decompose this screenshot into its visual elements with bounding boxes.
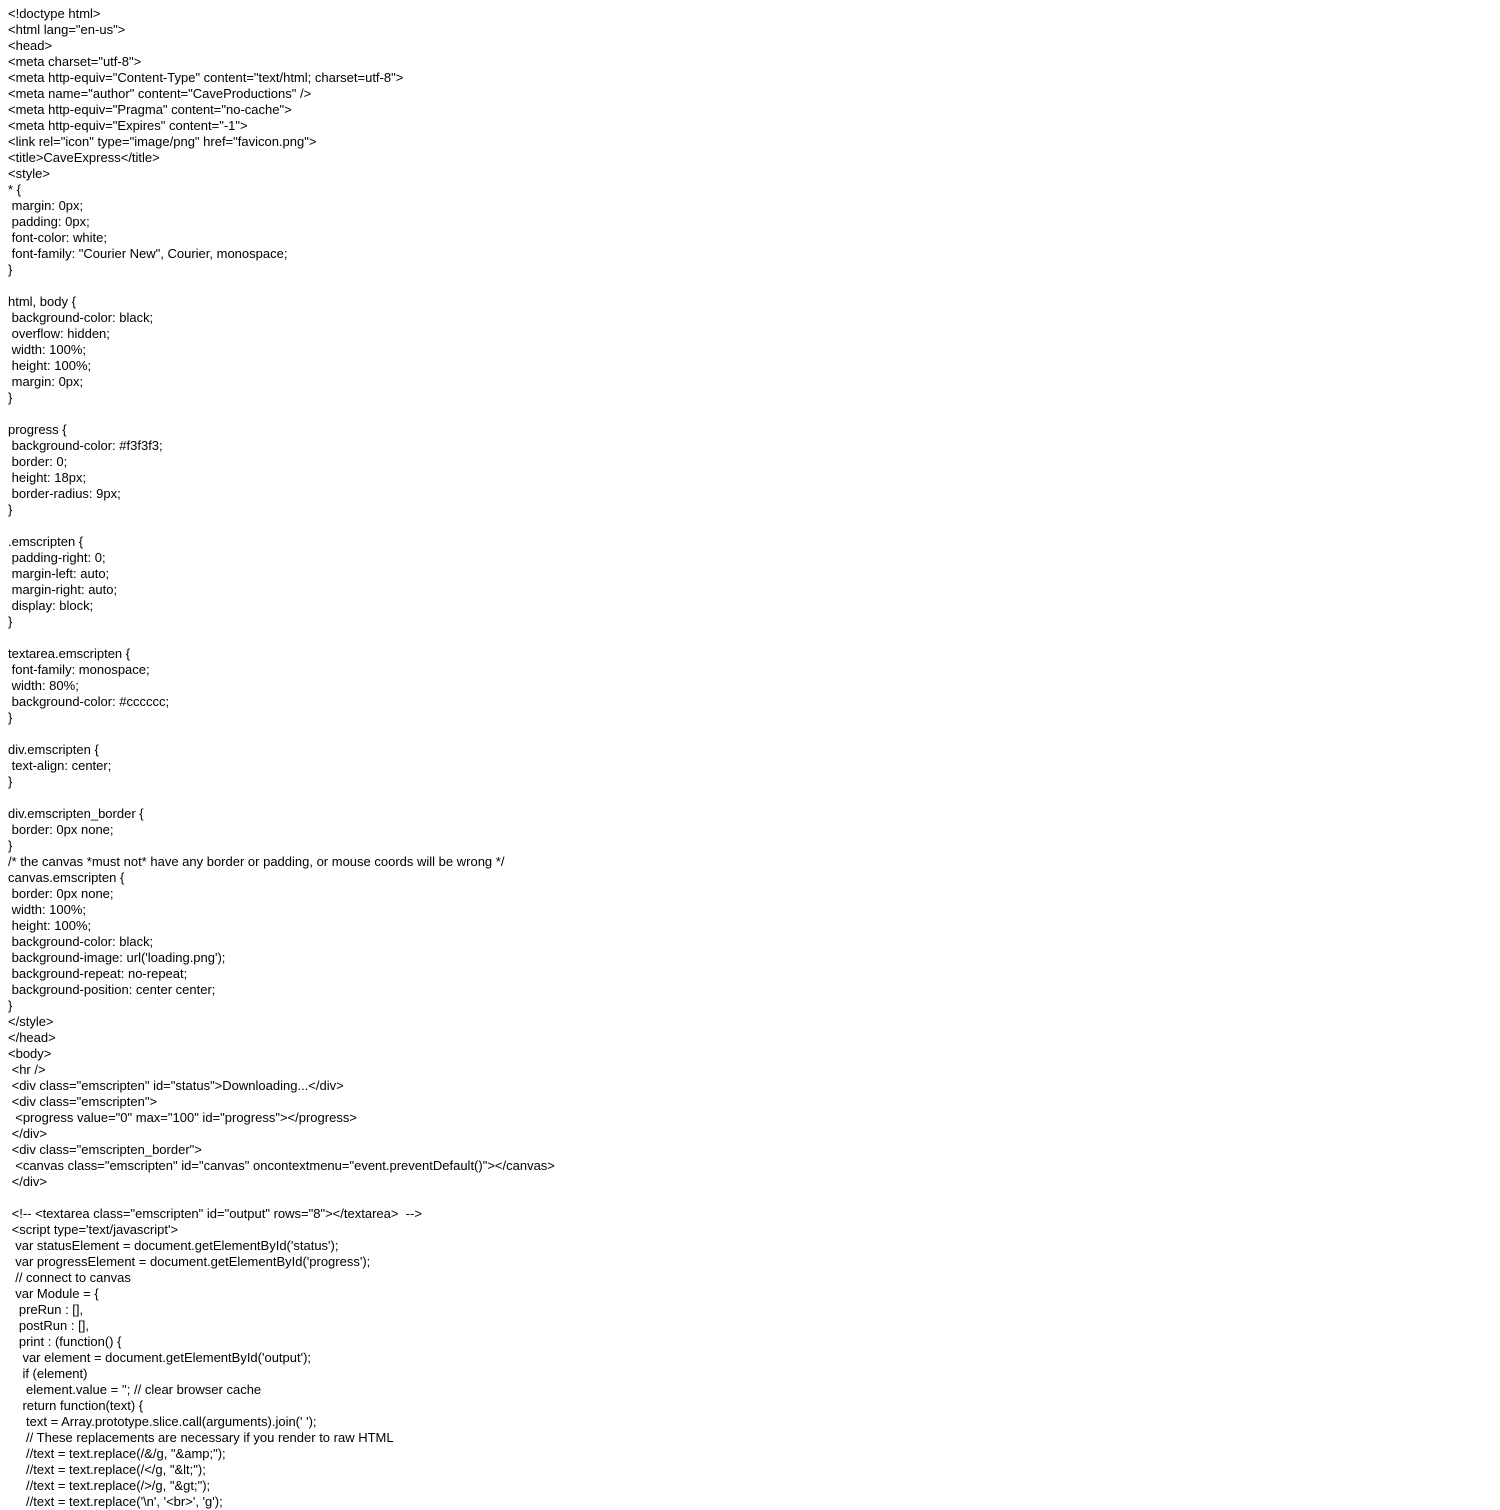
source-line: .emscripten {	[8, 534, 84, 549]
source-line: <script type='text/javascript'>	[8, 1222, 179, 1237]
source-line: border: 0;	[8, 454, 68, 469]
source-line: border: 0px none;	[8, 822, 114, 837]
source-line: text-align: center;	[8, 758, 112, 773]
source-line	[8, 278, 555, 294]
source-line	[8, 790, 555, 806]
source-line: return function(text) {	[8, 1398, 144, 1413]
source-line: }	[8, 614, 13, 629]
source-line: background-repeat: no-repeat;	[8, 966, 188, 981]
source-line: display: block;	[8, 598, 94, 613]
source-line: }	[8, 262, 13, 277]
source-line: <meta http-equiv="Pragma" content="no-cache">	[8, 102, 292, 117]
source-line: overflow: hidden;	[8, 326, 110, 341]
source-line: background-color: black;	[8, 310, 154, 325]
source-line: //text = text.replace(/&/g, "&amp;");	[8, 1446, 226, 1461]
source-line: <meta http-equiv="Content-Type" content="text/html; charset=utf-8">	[8, 70, 404, 85]
source-line: <link rel="icon" type="image/png" href="favicon.png">	[8, 134, 317, 149]
source-line: progress {	[8, 422, 67, 437]
source-line: border: 0px none;	[8, 886, 114, 901]
source-line	[8, 630, 555, 646]
source-line: </head>	[8, 1030, 56, 1045]
source-line: border-radius: 9px;	[8, 486, 121, 501]
source-line: width: 80%;	[8, 678, 79, 693]
source-line: <!doctype html>	[8, 6, 101, 21]
source-line: font-family: monospace;	[8, 662, 150, 677]
source-line: html, body {	[8, 294, 76, 309]
source-line: <head>	[8, 38, 53, 53]
source-line: <hr />	[8, 1062, 46, 1077]
source-line: div.emscripten {	[8, 742, 99, 757]
source-line: padding-right: 0;	[8, 550, 106, 565]
source-line: </style>	[8, 1014, 54, 1029]
source-line: postRun : [],	[8, 1318, 89, 1333]
source-line: var progressElement = document.getElementById('progress');	[8, 1254, 371, 1269]
source-line: <body>	[8, 1046, 52, 1061]
source-line: textarea.emscripten {	[8, 646, 131, 661]
source-line: margin: 0px;	[8, 198, 84, 213]
source-line: </div>	[8, 1126, 48, 1141]
source-line: //text = text.replace('\n', '<br>', 'g');	[8, 1494, 223, 1509]
source-line: font-color: white;	[8, 230, 107, 245]
source-line: height: 18px;	[8, 470, 87, 485]
source-line: // connect to canvas	[8, 1270, 131, 1285]
source-line: }	[8, 998, 13, 1013]
source-line: }	[8, 838, 13, 853]
source-line: background-color: #f3f3f3;	[8, 438, 163, 453]
source-line: }	[8, 502, 13, 517]
source-line: margin: 0px;	[8, 374, 84, 389]
source-line: margin-left: auto;	[8, 566, 110, 581]
source-line: </div>	[8, 1174, 48, 1189]
source-line: var element = document.getElementById('output');	[8, 1350, 312, 1365]
source-line: <!-- <textarea class="emscripten" id="output" rows="8"></textarea> -->	[8, 1206, 422, 1221]
source-line: <meta name="author" content="CaveProductions" />	[8, 86, 312, 101]
source-line: <style>	[8, 166, 50, 181]
source-line: <div class="emscripten">	[8, 1094, 158, 1109]
source-line: <div class="emscripten" id="status">Downloading...</div>	[8, 1078, 344, 1093]
source-line: }	[8, 390, 13, 405]
source-line: background-position: center center;	[8, 982, 216, 997]
source-line: <title>CaveExpress</title>	[8, 150, 160, 165]
source-line: canvas.emscripten {	[8, 870, 125, 885]
source-line: var Module = {	[8, 1286, 99, 1301]
source-line	[8, 518, 555, 534]
source-line: background-color: black;	[8, 934, 154, 949]
source-line	[8, 1190, 555, 1206]
source-line: background-color: #cccccc;	[8, 694, 170, 709]
source-line: background-image: url('loading.png');	[8, 950, 226, 965]
source-line: //text = text.replace(/</g, "&lt;");	[8, 1462, 206, 1477]
source-line	[8, 726, 555, 742]
source-line: <div class="emscripten_border">	[8, 1142, 202, 1157]
source-line: <meta http-equiv="Expires" content="-1">	[8, 118, 248, 133]
source-line: padding: 0px;	[8, 214, 90, 229]
source-line: preRun : [],	[8, 1302, 84, 1317]
source-line: height: 100%;	[8, 918, 92, 933]
source-line: height: 100%;	[8, 358, 92, 373]
source-line: var statusElement = document.getElementById('status');	[8, 1238, 339, 1253]
source-line: * {	[8, 182, 22, 197]
source-line: div.emscripten_border {	[8, 806, 144, 821]
source-line: }	[8, 774, 13, 789]
source-line: width: 100%;	[8, 342, 87, 357]
source-line: <meta charset="utf-8">	[8, 54, 142, 69]
source-line: // These replacements are necessary if you render to raw HTML	[8, 1430, 394, 1445]
source-line: <progress value="0" max="100" id="progress"></progress>	[8, 1110, 357, 1125]
source-line: font-family: "Courier New", Courier, monospace;	[8, 246, 288, 261]
source-line: element.value = ''; // clear browser cache	[8, 1382, 262, 1397]
source-line: print : (function() {	[8, 1334, 122, 1349]
source-line: //text = text.replace(/>/g, "&gt;");	[8, 1478, 211, 1493]
source-line: }	[8, 710, 13, 725]
source-line: if (element)	[8, 1366, 88, 1381]
source-line: /* the canvas *must not* have any border or padding, or mouse coords will be wrong */	[8, 854, 505, 869]
source-line: text = Array.prototype.slice.call(arguments).join(' ');	[8, 1414, 317, 1429]
source-line: <html lang="en-us">	[8, 22, 126, 37]
source-line: width: 100%;	[8, 902, 87, 917]
source-line	[8, 406, 555, 422]
source-line: margin-right: auto;	[8, 582, 118, 597]
document-source-text	[8, 6, 555, 1510]
source-line: <canvas class="emscripten" id="canvas" oncontextmenu="event.preventDefault()"></canvas>	[8, 1158, 555, 1173]
